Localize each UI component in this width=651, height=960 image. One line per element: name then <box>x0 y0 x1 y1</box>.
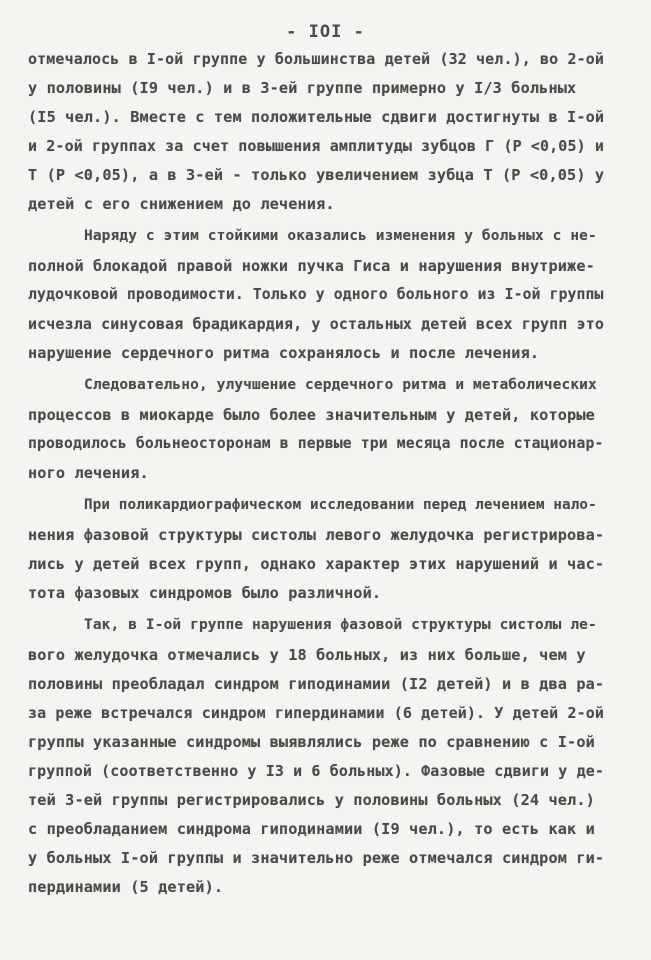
text-line: группы указанные синдромы выявлялись реже по сравнению с I-ой <box>28 733 595 751</box>
text-line: Т (Р <0,05), а в 3-ей - только увеличением зубца Т (Р <0,05) у <box>28 166 605 184</box>
text-line: тей 3-ей группы регистрировались у половины больных (24 чел.) <box>28 791 595 809</box>
text-line: лись у детей всех групп, однако характер этих нарушений и час- <box>28 555 605 573</box>
text-line: нения фазовой структуры систолы левого желудочка регистрирова- <box>28 526 605 544</box>
text-line: пердинамии (5 детей). <box>28 878 224 896</box>
text-line: половины преобладал синдром гиподинамии (I2 детей) и в два ра- <box>28 675 605 693</box>
text-line: При поликардиографическом исследовании перед лечением нало- <box>84 497 597 513</box>
text-line: детей с его снижением до лечения. <box>28 195 335 213</box>
text-line: вого желудочка отмечались у 18 больных, из них больше, чем у <box>28 646 586 664</box>
text-line: Так, в I-ой группе нарушения фазовой структуры систолы ле- <box>84 617 597 633</box>
text-line: нарушение сердечного ритма сохранялось и после лечения. <box>28 344 540 362</box>
text-line: с преобладанием синдрома гиподинамии (I9 чел.), то есть как и <box>28 820 595 838</box>
text-line: ного лечения. <box>28 464 149 482</box>
text-line: и 2-ой группах за счет повышения амплитуды зубцов Г (Р <0,05) и <box>28 137 605 155</box>
page-number: - IOI - <box>286 22 365 42</box>
text-line: Наряду с этим стойкими оказались изменения у больных с не- <box>84 228 597 244</box>
text-line: у больных I-ой группы и значительно реже отмечался синдром ги- <box>28 849 605 867</box>
text-line: Следовательно, улучшение сердечного ритма и метаболических <box>84 377 597 393</box>
text-line: отмечалось в I-ой группе у большинства детей (32 чел.), во 2-ой <box>28 50 605 68</box>
text-line: тота фазовых синдромов было различной. <box>28 584 382 602</box>
text-line: лудочковой проводимости. Только у одного больного из I-ой группы <box>28 286 604 303</box>
text-line: исчезла синусовая брадикардия, у остальных детей всех групп это <box>28 315 605 333</box>
text-line: процессов в миокарде было более значительным у детей, которые <box>28 406 595 424</box>
text-line: за реже встречался синдром гипердинамии (6 детей). У детей 2-ой <box>28 704 605 722</box>
text-line: (I5 чел.). Вместе с тем положительные сдвиги достигнуты в I-ой <box>28 108 605 126</box>
text-line: у половины (I9 чел.) и в 3-ей группе примерно у I/3 больных <box>28 79 577 97</box>
text-line: группой (соответственно у I3 и 6 больных). Фазовые сдвиги у де- <box>28 762 605 780</box>
text-line: полной блокадой правой ножки пучка Гиса и нарушения внутриже- <box>28 257 595 275</box>
text-line: проводилось больнеосторонам в первые три месяца после стационар- <box>28 435 604 452</box>
